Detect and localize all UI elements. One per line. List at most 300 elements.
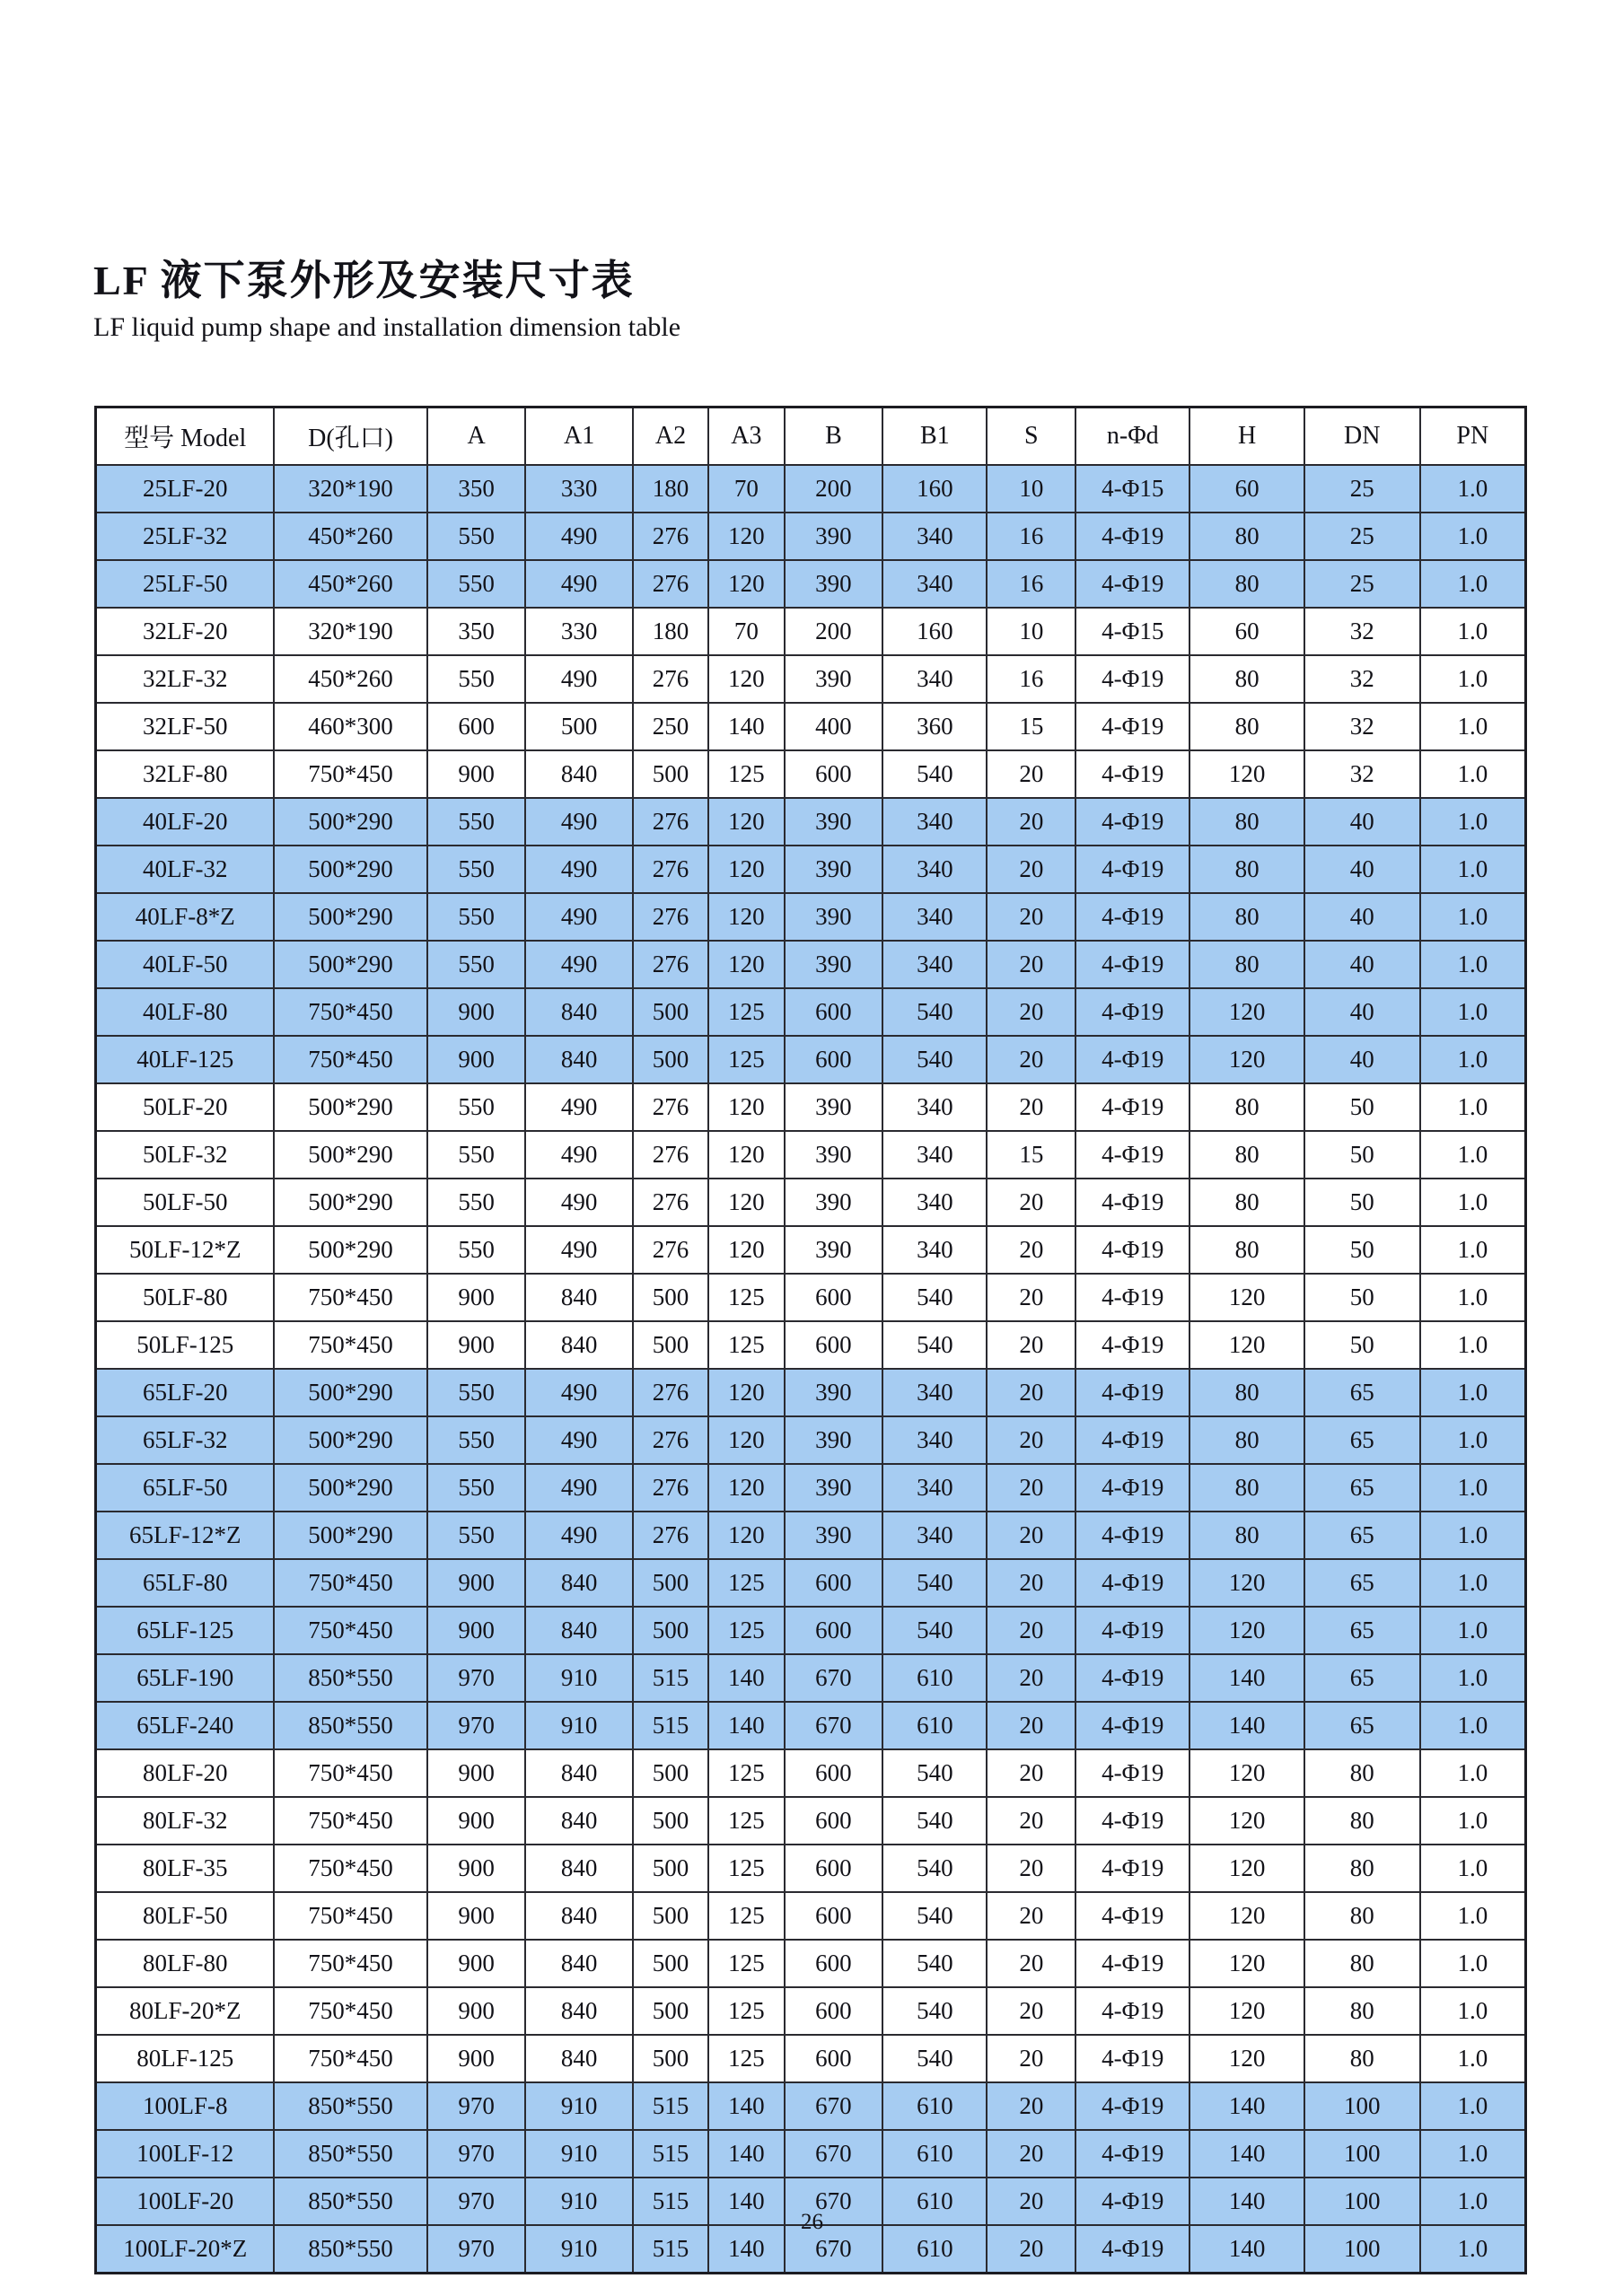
- value-cell: 120: [1189, 1749, 1304, 1797]
- value-cell: 910: [525, 2082, 632, 2130]
- column-header: D(孔口): [274, 407, 426, 466]
- value-cell: 670: [785, 2178, 883, 2225]
- table-row: [96, 1464, 1526, 1512]
- value-cell: 4-Φ19: [1075, 1702, 1189, 1749]
- value-cell: 350: [427, 608, 526, 655]
- value-cell: 4-Φ19: [1075, 2225, 1189, 2274]
- value-cell: 320*190: [274, 608, 426, 655]
- value-cell: 120: [1189, 1036, 1304, 1083]
- model-cell: 32LF-80: [96, 750, 275, 798]
- value-cell: 550: [427, 1512, 526, 1559]
- value-cell: 20: [987, 1179, 1075, 1226]
- value-cell: 40: [1304, 798, 1420, 846]
- value-cell: 32: [1304, 703, 1420, 750]
- value-cell: 500: [633, 1036, 708, 1083]
- value-cell: 600: [785, 1321, 883, 1369]
- value-cell: 125: [708, 1559, 784, 1607]
- value-cell: 900: [427, 1036, 526, 1083]
- value-cell: 340: [882, 1083, 987, 1131]
- model-cell: 100LF-20: [96, 2178, 275, 2225]
- value-cell: 600: [785, 1940, 883, 1987]
- value-cell: 125: [708, 1749, 784, 1797]
- value-cell: 140: [708, 2082, 784, 2130]
- table-row: [96, 1559, 1526, 1607]
- value-cell: 900: [427, 2035, 526, 2082]
- value-cell: 840: [525, 2035, 632, 2082]
- value-cell: 4-Φ19: [1075, 1131, 1189, 1179]
- value-cell: 4-Φ19: [1075, 941, 1189, 988]
- value-cell: 65: [1304, 1464, 1420, 1512]
- value-cell: 540: [882, 1892, 987, 1940]
- value-cell: 500*290: [274, 941, 426, 988]
- value-cell: 4-Φ19: [1075, 2035, 1189, 2082]
- value-cell: 140: [708, 1702, 784, 1749]
- value-cell: 340: [882, 798, 987, 846]
- value-cell: 540: [882, 1607, 987, 1654]
- value-cell: 125: [708, 1987, 784, 2035]
- value-cell: 550: [427, 846, 526, 893]
- value-cell: 20: [987, 2082, 1075, 2130]
- value-cell: 125: [708, 1892, 784, 1940]
- model-cell: 80LF-125: [96, 2035, 275, 2082]
- value-cell: 1.0: [1420, 1274, 1526, 1321]
- value-cell: 610: [882, 2178, 987, 2225]
- value-cell: 4-Φ19: [1075, 1512, 1189, 1559]
- value-cell: 20: [987, 893, 1075, 941]
- value-cell: 900: [427, 1274, 526, 1321]
- table-row: [96, 1702, 1526, 1749]
- value-cell: 390: [785, 513, 883, 560]
- value-cell: 550: [427, 1226, 526, 1274]
- value-cell: 340: [882, 893, 987, 941]
- value-cell: 540: [882, 1749, 987, 1797]
- value-cell: 340: [882, 1416, 987, 1464]
- value-cell: 500*290: [274, 1083, 426, 1131]
- value-cell: 540: [882, 1797, 987, 1845]
- value-cell: 1.0: [1420, 798, 1526, 846]
- value-cell: 4-Φ19: [1075, 1749, 1189, 1797]
- value-cell: 500: [633, 1274, 708, 1321]
- value-cell: 340: [882, 1512, 987, 1559]
- value-cell: 120: [708, 1083, 784, 1131]
- value-cell: 4-Φ19: [1075, 513, 1189, 560]
- value-cell: 80: [1189, 1179, 1304, 1226]
- value-cell: 120: [708, 941, 784, 988]
- value-cell: 80: [1304, 1797, 1420, 1845]
- value-cell: 750*450: [274, 1987, 426, 2035]
- value-cell: 276: [633, 655, 708, 703]
- value-cell: 4-Φ19: [1075, 1654, 1189, 1702]
- value-cell: 80: [1189, 941, 1304, 988]
- value-cell: 500: [633, 1892, 708, 1940]
- column-header: n-Φd: [1075, 407, 1189, 466]
- value-cell: 276: [633, 1464, 708, 1512]
- value-cell: 120: [708, 1179, 784, 1226]
- value-cell: 970: [427, 1702, 526, 1749]
- model-cell: 100LF-8: [96, 2082, 275, 2130]
- value-cell: 4-Φ19: [1075, 2178, 1189, 2225]
- value-cell: 4-Φ19: [1075, 750, 1189, 798]
- value-cell: 65: [1304, 1416, 1420, 1464]
- model-cell: 50LF-20: [96, 1083, 275, 1131]
- value-cell: 550: [427, 893, 526, 941]
- table-row: [96, 465, 1526, 513]
- value-cell: 340: [882, 1464, 987, 1512]
- value-cell: 900: [427, 750, 526, 798]
- value-cell: 600: [785, 988, 883, 1036]
- value-cell: 32: [1304, 750, 1420, 798]
- model-cell: 65LF-80: [96, 1559, 275, 1607]
- value-cell: 1.0: [1420, 2130, 1526, 2178]
- value-cell: 390: [785, 798, 883, 846]
- value-cell: 60: [1189, 465, 1304, 513]
- table-row: [96, 1749, 1526, 1797]
- value-cell: 500*290: [274, 1464, 426, 1512]
- value-cell: 16: [987, 655, 1075, 703]
- value-cell: 25: [1304, 513, 1420, 560]
- value-cell: 4-Φ19: [1075, 1845, 1189, 1892]
- value-cell: 390: [785, 1083, 883, 1131]
- value-cell: 500*290: [274, 1226, 426, 1274]
- table-header-row: [96, 407, 1526, 466]
- value-cell: 500: [633, 988, 708, 1036]
- value-cell: 600: [785, 1797, 883, 1845]
- value-cell: 4-Φ19: [1075, 703, 1189, 750]
- value-cell: 1.0: [1420, 465, 1526, 513]
- model-cell: 100LF-12: [96, 2130, 275, 2178]
- column-header: B1: [882, 407, 987, 466]
- value-cell: 1.0: [1420, 1892, 1526, 1940]
- table-row: [96, 1512, 1526, 1559]
- value-cell: 4-Φ19: [1075, 893, 1189, 941]
- value-cell: 140: [1189, 1702, 1304, 1749]
- value-cell: 500*290: [274, 1131, 426, 1179]
- value-cell: 600: [785, 1607, 883, 1654]
- value-cell: 540: [882, 1940, 987, 1987]
- value-cell: 40: [1304, 941, 1420, 988]
- value-cell: 390: [785, 846, 883, 893]
- table-row: [96, 1369, 1526, 1416]
- value-cell: 490: [525, 941, 632, 988]
- value-cell: 20: [987, 1464, 1075, 1512]
- value-cell: 1.0: [1420, 1749, 1526, 1797]
- value-cell: 340: [882, 1131, 987, 1179]
- value-cell: 125: [708, 750, 784, 798]
- value-cell: 1.0: [1420, 1179, 1526, 1226]
- value-cell: 1.0: [1420, 1654, 1526, 1702]
- model-cell: 25LF-50: [96, 560, 275, 608]
- value-cell: 910: [525, 1654, 632, 1702]
- value-cell: 50: [1304, 1083, 1420, 1131]
- model-cell: 80LF-50: [96, 1892, 275, 1940]
- value-cell: 670: [785, 1702, 883, 1749]
- value-cell: 50: [1304, 1226, 1420, 1274]
- value-cell: 276: [633, 846, 708, 893]
- value-cell: 1.0: [1420, 1416, 1526, 1464]
- value-cell: 20: [987, 1274, 1075, 1321]
- value-cell: 120: [1189, 2035, 1304, 2082]
- value-cell: 450*260: [274, 655, 426, 703]
- value-cell: 390: [785, 941, 883, 988]
- model-cell: 32LF-20: [96, 608, 275, 655]
- value-cell: 550: [427, 513, 526, 560]
- value-cell: 910: [525, 2178, 632, 2225]
- value-cell: 4-Φ19: [1075, 1464, 1189, 1512]
- value-cell: 540: [882, 1987, 987, 2035]
- value-cell: 1.0: [1420, 513, 1526, 560]
- value-cell: 340: [882, 513, 987, 560]
- value-cell: 4-Φ19: [1075, 846, 1189, 893]
- value-cell: 40: [1304, 988, 1420, 1036]
- value-cell: 750*450: [274, 1036, 426, 1083]
- value-cell: 970: [427, 2082, 526, 2130]
- value-cell: 390: [785, 1464, 883, 1512]
- value-cell: 550: [427, 941, 526, 988]
- value-cell: 600: [785, 1559, 883, 1607]
- value-cell: 340: [882, 1369, 987, 1416]
- value-cell: 1.0: [1420, 2082, 1526, 2130]
- value-cell: 390: [785, 1416, 883, 1464]
- value-cell: 4-Φ19: [1075, 560, 1189, 608]
- value-cell: 515: [633, 2225, 708, 2274]
- value-cell: 840: [525, 1940, 632, 1987]
- model-cell: 100LF-20*Z: [96, 2225, 275, 2274]
- value-cell: 140: [1189, 2178, 1304, 2225]
- value-cell: 390: [785, 1179, 883, 1226]
- value-cell: 120: [708, 1226, 784, 1274]
- table-row: [96, 1321, 1526, 1369]
- table-row: [96, 941, 1526, 988]
- value-cell: 840: [525, 1797, 632, 1845]
- column-header: B: [785, 407, 883, 466]
- model-cell: 80LF-80: [96, 1940, 275, 1987]
- model-cell: 40LF-20: [96, 798, 275, 846]
- value-cell: 390: [785, 1131, 883, 1179]
- model-cell: 65LF-125: [96, 1607, 275, 1654]
- value-cell: 750*450: [274, 1607, 426, 1654]
- value-cell: 276: [633, 893, 708, 941]
- value-cell: 120: [1189, 1892, 1304, 1940]
- value-cell: 15: [987, 703, 1075, 750]
- value-cell: 80: [1304, 1749, 1420, 1797]
- value-cell: 4-Φ19: [1075, 1797, 1189, 1845]
- value-cell: 20: [987, 1987, 1075, 2035]
- value-cell: 500: [633, 1749, 708, 1797]
- column-header: A2: [633, 407, 708, 466]
- value-cell: 80: [1189, 893, 1304, 941]
- value-cell: 4-Φ19: [1075, 1559, 1189, 1607]
- value-cell: 970: [427, 2130, 526, 2178]
- value-cell: 515: [633, 2082, 708, 2130]
- value-cell: 500: [633, 750, 708, 798]
- value-cell: 1.0: [1420, 560, 1526, 608]
- value-cell: 125: [708, 1845, 784, 1892]
- value-cell: 450*260: [274, 560, 426, 608]
- value-cell: 120: [1189, 1797, 1304, 1845]
- value-cell: 80: [1189, 560, 1304, 608]
- value-cell: 1.0: [1420, 1702, 1526, 1749]
- value-cell: 550: [427, 655, 526, 703]
- value-cell: 1.0: [1420, 703, 1526, 750]
- value-cell: 900: [427, 1749, 526, 1797]
- model-cell: 65LF-240: [96, 1702, 275, 1749]
- value-cell: 16: [987, 513, 1075, 560]
- value-cell: 20: [987, 1654, 1075, 1702]
- value-cell: 65: [1304, 1559, 1420, 1607]
- value-cell: 4-Φ19: [1075, 1226, 1189, 1274]
- value-cell: 120: [708, 655, 784, 703]
- value-cell: 850*550: [274, 1702, 426, 1749]
- value-cell: 120: [1189, 750, 1304, 798]
- column-header: H: [1189, 407, 1304, 466]
- value-cell: 500*290: [274, 893, 426, 941]
- value-cell: 910: [525, 1702, 632, 1749]
- value-cell: 276: [633, 1226, 708, 1274]
- value-cell: 330: [525, 465, 632, 513]
- value-cell: 670: [785, 2130, 883, 2178]
- value-cell: 490: [525, 1416, 632, 1464]
- model-cell: 50LF-12*Z: [96, 1226, 275, 1274]
- value-cell: 65: [1304, 1512, 1420, 1559]
- value-cell: 540: [882, 988, 987, 1036]
- value-cell: 200: [785, 465, 883, 513]
- value-cell: 500: [633, 1559, 708, 1607]
- value-cell: 540: [882, 1274, 987, 1321]
- value-cell: 490: [525, 1179, 632, 1226]
- value-cell: 850*550: [274, 2130, 426, 2178]
- value-cell: 750*450: [274, 1940, 426, 1987]
- value-cell: 276: [633, 560, 708, 608]
- value-cell: 900: [427, 988, 526, 1036]
- value-cell: 330: [525, 608, 632, 655]
- value-cell: 670: [785, 1654, 883, 1702]
- value-cell: 540: [882, 2035, 987, 2082]
- table-row: [96, 1416, 1526, 1464]
- value-cell: 140: [708, 1654, 784, 1702]
- value-cell: 1.0: [1420, 846, 1526, 893]
- value-cell: 1.0: [1420, 1083, 1526, 1131]
- value-cell: 550: [427, 560, 526, 608]
- value-cell: 125: [708, 1036, 784, 1083]
- value-cell: 1.0: [1420, 2225, 1526, 2274]
- value-cell: 20: [987, 750, 1075, 798]
- table-row: [96, 1274, 1526, 1321]
- value-cell: 80: [1304, 1845, 1420, 1892]
- value-cell: 120: [1189, 1607, 1304, 1654]
- value-cell: 20: [987, 1559, 1075, 1607]
- value-cell: 500: [633, 1940, 708, 1987]
- value-cell: 390: [785, 893, 883, 941]
- value-cell: 80: [1189, 1083, 1304, 1131]
- value-cell: 20: [987, 1226, 1075, 1274]
- value-cell: 70: [708, 608, 784, 655]
- value-cell: 350: [427, 465, 526, 513]
- value-cell: 20: [987, 1845, 1075, 1892]
- value-cell: 80: [1189, 1416, 1304, 1464]
- value-cell: 900: [427, 1940, 526, 1987]
- value-cell: 515: [633, 2178, 708, 2225]
- value-cell: 40: [1304, 1036, 1420, 1083]
- table-row: [96, 1654, 1526, 1702]
- value-cell: 20: [987, 1416, 1075, 1464]
- value-cell: 390: [785, 655, 883, 703]
- value-cell: 200: [785, 608, 883, 655]
- model-cell: 65LF-50: [96, 1464, 275, 1512]
- value-cell: 1.0: [1420, 941, 1526, 988]
- value-cell: 120: [1189, 1940, 1304, 1987]
- value-cell: 840: [525, 1321, 632, 1369]
- value-cell: 1.0: [1420, 1797, 1526, 1845]
- model-cell: 80LF-35: [96, 1845, 275, 1892]
- value-cell: 340: [882, 560, 987, 608]
- value-cell: 500*290: [274, 1179, 426, 1226]
- value-cell: 490: [525, 1226, 632, 1274]
- table-row: [96, 608, 1526, 655]
- value-cell: 276: [633, 1369, 708, 1416]
- table-row: [96, 1131, 1526, 1179]
- value-cell: 540: [882, 1036, 987, 1083]
- value-cell: 390: [785, 1226, 883, 1274]
- value-cell: 125: [708, 1940, 784, 1987]
- value-cell: 20: [987, 988, 1075, 1036]
- value-cell: 900: [427, 1607, 526, 1654]
- value-cell: 1.0: [1420, 1512, 1526, 1559]
- value-cell: 900: [427, 1892, 526, 1940]
- value-cell: 550: [427, 1083, 526, 1131]
- model-cell: 40LF-8*Z: [96, 893, 275, 941]
- value-cell: 390: [785, 1369, 883, 1416]
- value-cell: 550: [427, 1464, 526, 1512]
- value-cell: 160: [882, 608, 987, 655]
- value-cell: 25: [1304, 465, 1420, 513]
- table-row: [96, 1797, 1526, 1845]
- value-cell: 840: [525, 1845, 632, 1892]
- value-cell: 120: [1189, 988, 1304, 1036]
- table-row: [96, 2082, 1526, 2130]
- table-row: [96, 1179, 1526, 1226]
- value-cell: 65: [1304, 1654, 1420, 1702]
- value-cell: 100: [1304, 2082, 1420, 2130]
- value-cell: 16: [987, 560, 1075, 608]
- value-cell: 120: [1189, 1321, 1304, 1369]
- value-cell: 20: [987, 846, 1075, 893]
- value-cell: 80: [1189, 846, 1304, 893]
- model-cell: 65LF-190: [96, 1654, 275, 1702]
- value-cell: 100: [1304, 2130, 1420, 2178]
- value-cell: 610: [882, 2130, 987, 2178]
- table-row: [96, 560, 1526, 608]
- value-cell: 500: [633, 1607, 708, 1654]
- column-header: S: [987, 407, 1075, 466]
- value-cell: 340: [882, 846, 987, 893]
- value-cell: 610: [882, 1702, 987, 1749]
- value-cell: 750*450: [274, 750, 426, 798]
- value-cell: 4-Φ19: [1075, 2130, 1189, 2178]
- value-cell: 515: [633, 1654, 708, 1702]
- value-cell: 750*450: [274, 1797, 426, 1845]
- value-cell: 120: [708, 1416, 784, 1464]
- value-cell: 20: [987, 2225, 1075, 2274]
- model-cell: 50LF-80: [96, 1274, 275, 1321]
- value-cell: 120: [708, 1131, 784, 1179]
- value-cell: 490: [525, 1464, 632, 1512]
- value-cell: 500*290: [274, 798, 426, 846]
- value-cell: 60: [1189, 608, 1304, 655]
- value-cell: 80: [1189, 655, 1304, 703]
- table-row: [96, 1940, 1526, 1987]
- value-cell: 400: [785, 703, 883, 750]
- value-cell: 500: [633, 1321, 708, 1369]
